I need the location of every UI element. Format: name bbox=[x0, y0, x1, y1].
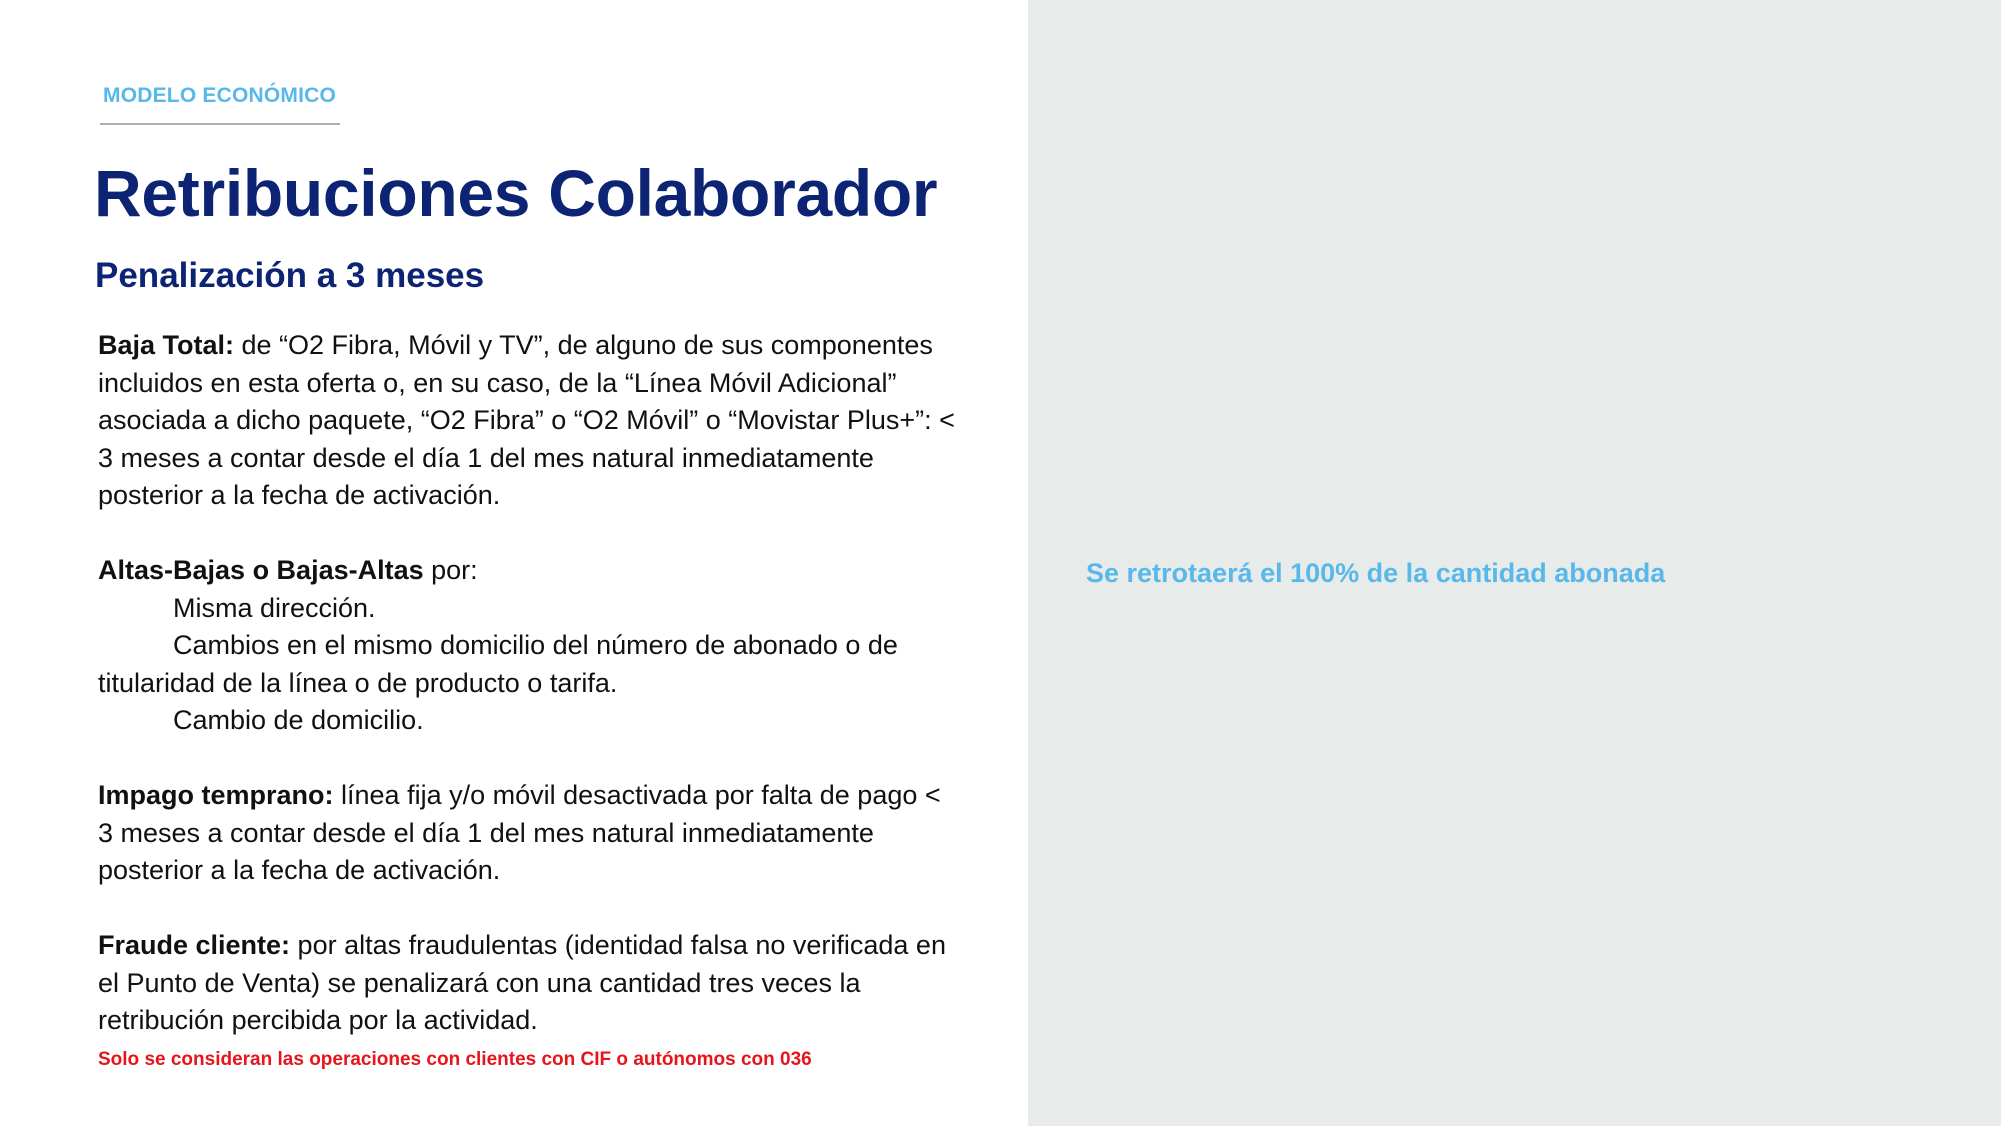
page-title: Retribuciones Colaborador bbox=[94, 156, 938, 230]
altas-bajas-sub-item: Cambios en el mismo domicilio del número de abonado o de bbox=[173, 630, 898, 660]
baja-total-text: de “O2 Fibra, Móvil y TV”, de alguno de sus componentes incluidos en esta oferta o, en su caso, de la “Línea Móvil Adicional” asociada a dicho paquete, “O2 Fibra” o “O2 Móvil” o “Movistar Plus+”: < 3 meses a contar desde el día 1 del mes natural inmediatamente posterior a la fecha de activación. bbox=[98, 330, 955, 510]
fraude-text: por altas fraudulentas (identidad falsa no verificada en el Punto de Venta) se penalizará con una cantidad tres veces la retribución percibida por la actividad. bbox=[98, 930, 946, 1035]
altas-bajas-sub-item: Misma dirección. bbox=[173, 592, 376, 623]
section-divider bbox=[100, 123, 340, 125]
section-label: MODELO ECONÓMICO bbox=[103, 84, 337, 107]
fraude-label: Fraude cliente: bbox=[98, 930, 291, 960]
penalty-list bbox=[98, 327, 958, 1040]
baja-total-paragraph bbox=[98, 327, 958, 515]
altas-bajas-sub-item: Cambio de domicilio. bbox=[173, 705, 424, 735]
page-subtitle: Penalización a 3 meses bbox=[95, 256, 485, 295]
altas-bajas-label: Altas-Bajas o Bajas-Altas bbox=[98, 555, 424, 585]
fraude-paragraph bbox=[98, 927, 958, 1040]
impago-text: línea fija y/o móvil desactivada por falta de pago < 3 meses a contar desde el día 1 del mes natural inmediatamente posterior a la fecha de activación. bbox=[98, 780, 941, 885]
impago-paragraph bbox=[98, 777, 958, 890]
retrotraction-note: Se retrotaerá el 100% de la cantidad abonada bbox=[1086, 558, 1666, 588]
footnote: Solo se consideran las operaciones con clientes con CIF o autónomos con 036 bbox=[98, 1049, 812, 1070]
altas-bajas-text: por: bbox=[423, 555, 478, 585]
altas-bajas-paragraph bbox=[98, 552, 958, 590]
baja-total-label: Baja Total: bbox=[98, 330, 235, 360]
altas-bajas-sub-item-continuation: titularidad de la línea o de producto o tarifa. bbox=[98, 667, 618, 698]
impago-label: Impago temprano: bbox=[98, 780, 334, 810]
